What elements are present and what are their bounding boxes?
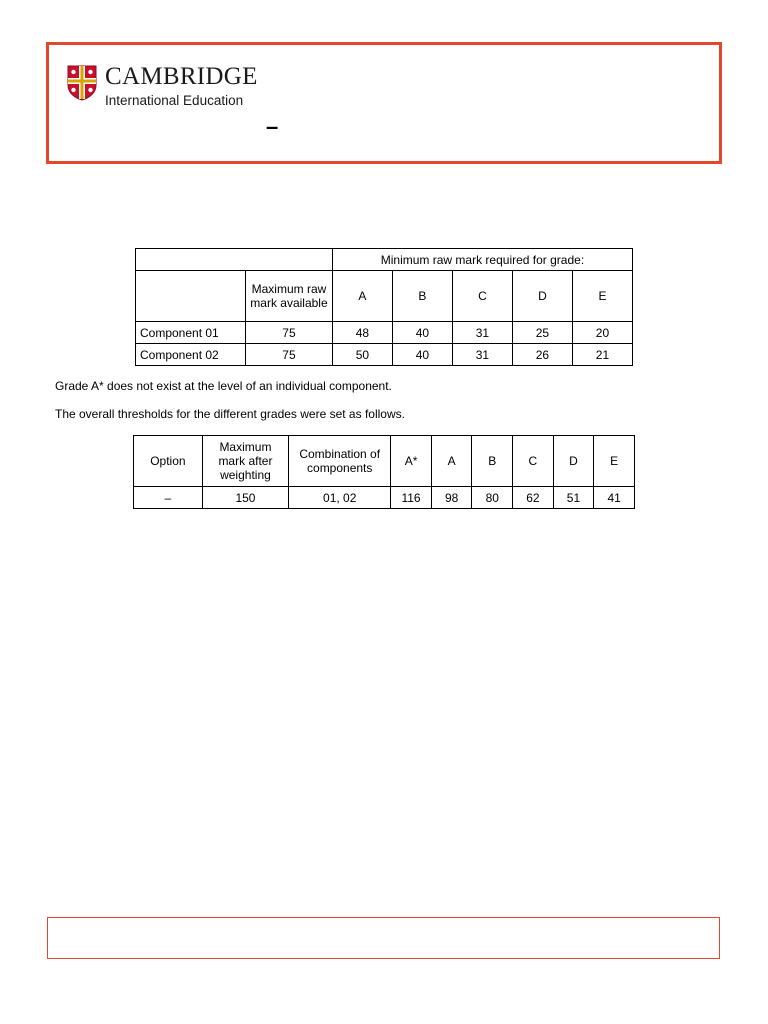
combination-header: Combination of components [289,436,391,487]
grade-header: A* [391,436,432,487]
grade-value-cell: 62 [513,487,554,509]
combination-cell: 01, 02 [289,487,391,509]
document-title: – [266,114,279,139]
max-weighted-header: Maximum mark after weighting [202,436,288,487]
component-thresholds-table [135,248,633,366]
table-header-row [136,271,633,322]
grade-value-cell: 40 [392,344,452,366]
cambridge-logo [67,63,277,111]
blank-header-cell [136,249,333,271]
grade-header: A [332,271,392,322]
grade-header: B [472,436,513,487]
max-mark-header: Maximum raw mark available [246,271,333,322]
logo-wordmark: CAMBRIDGE [105,63,258,90]
grade-value-cell: 40 [392,322,452,344]
table-header-row [134,436,635,487]
grade-value-cell: 31 [452,322,512,344]
blank-header-cell [136,271,246,322]
component-name: Component 02 [136,344,246,366]
grade-value-cell: 21 [572,344,632,366]
grade-value-cell: 41 [594,487,635,509]
grade-value-cell: 50 [332,344,392,366]
cambridge-shield-icon [67,65,97,101]
table-row [136,344,633,366]
grade-value-cell: 80 [472,487,513,509]
overall-thresholds-table [133,435,635,509]
grade-value-cell: 51 [553,487,594,509]
footer-box [47,917,720,959]
astar-note: Grade A* does not exist at the level of an individual component. [55,379,392,393]
grade-header: C [513,436,554,487]
grade-value-cell: 98 [431,487,472,509]
table-row [136,322,633,344]
grade-value-cell: 116 [391,487,432,509]
max-mark-cell: 75 [246,322,333,344]
max-mark-cell: 75 [246,344,333,366]
overall-note: The overall thresholds for the different grades were set as follows. [55,407,405,421]
grade-header: D [512,271,572,322]
grade-value-cell: 20 [572,322,632,344]
table-row [134,487,635,509]
option-cell: – [134,487,203,509]
grade-header: C [452,271,512,322]
grade-span-header: Minimum raw mark required for grade: [332,249,632,271]
grade-value-cell: 48 [332,322,392,344]
logo-subtitle: International Education [105,93,244,108]
component-name: Component 01 [136,322,246,344]
grade-header: E [594,436,635,487]
grade-header: D [553,436,594,487]
grade-value-cell: 26 [512,344,572,366]
grade-header: E [572,271,632,322]
grade-header: B [392,271,452,322]
header-box [46,42,722,164]
grade-header: A [431,436,472,487]
grade-value-cell: 31 [452,344,512,366]
option-header: Option [134,436,203,487]
max-weighted-cell: 150 [202,487,288,509]
table-header-row [136,249,633,271]
grade-value-cell: 25 [512,322,572,344]
